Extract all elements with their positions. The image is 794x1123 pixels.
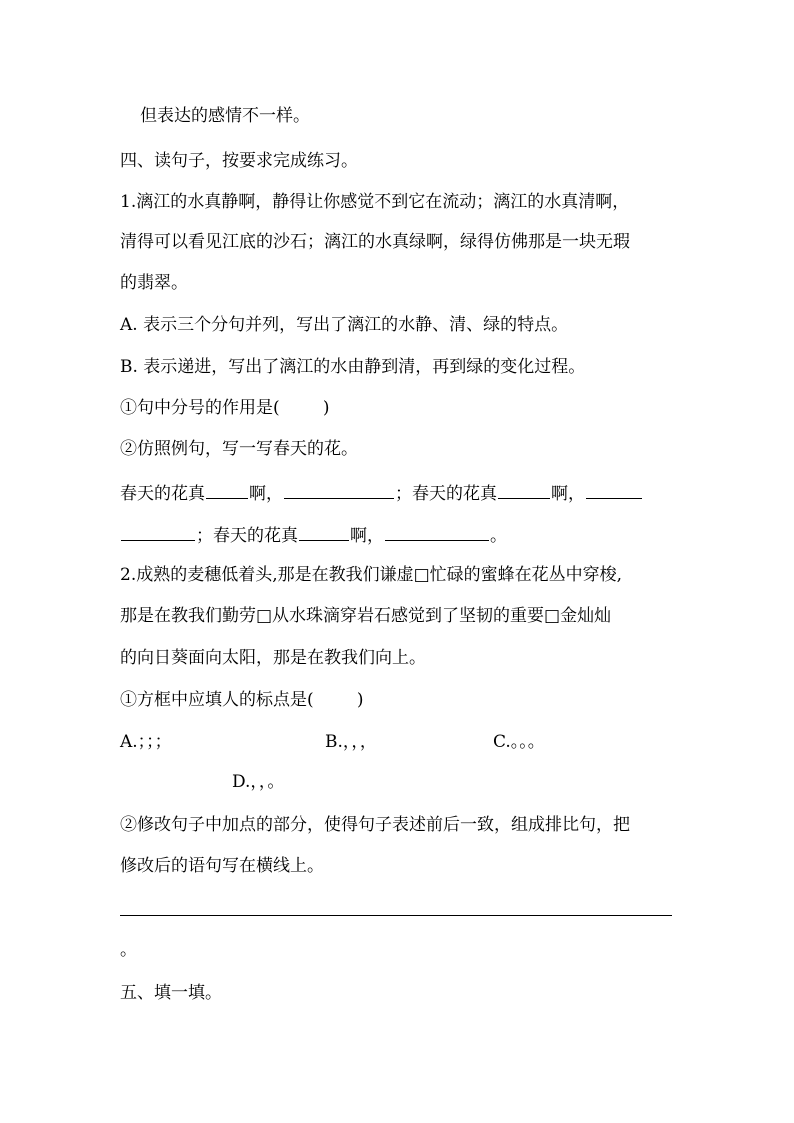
text-line: 但表达的感情不一样。: [140, 106, 310, 126]
text-line: 那是在教我们勤劳□从水珠滴穿岩石感觉到了坚韧的重要□金灿灿: [120, 606, 612, 626]
fill-line-2: [120, 522, 507, 548]
section-heading-4: 四、读句子，按要求完成练习。: [120, 151, 358, 171]
answer-blank[interactable]: [121, 522, 195, 541]
answer-blank[interactable]: [385, 522, 489, 541]
text: ；春天的花真: [196, 526, 298, 546]
text: 。: [490, 526, 507, 546]
choice-d[interactable]: D.，，。: [232, 772, 285, 792]
answer-blank[interactable]: [206, 480, 248, 499]
question-1: ①句中分号的作用是( ): [120, 398, 330, 418]
text-line: 的翡翠。: [120, 273, 188, 293]
text: 啊，: [551, 484, 585, 504]
answer-blank[interactable]: [284, 480, 394, 499]
option-b: B. 表示递进，写出了漓江的水由静到清，再到绿的变化过程。: [120, 357, 586, 377]
fill-line-1: [120, 480, 643, 506]
text: ；春天的花真: [395, 484, 497, 504]
answer-blank[interactable]: [498, 480, 550, 499]
question-2: ②仿照例句，写一写春天的花。: [120, 439, 358, 459]
choice-b[interactable]: B.，，，: [325, 732, 377, 752]
text-line: 1.漓江的水真静啊，静得让你感觉不到它在流动；漓江的水真清啊，: [120, 192, 630, 212]
text: 啊，: [249, 484, 283, 504]
text-line: 2.成熟的麦穗低着头,那是在教我们谦虚□忙碌的蜜蜂在花丛中穿梭,: [120, 565, 623, 585]
text: 春天的花真: [120, 484, 205, 504]
choice-a[interactable]: A.；；；: [120, 732, 172, 752]
option-a: A. 表示三个分句并列，写出了漓江的水静、清、绿的特点。: [120, 315, 569, 335]
text: 啊，: [350, 526, 384, 546]
text-line: 。: [120, 940, 137, 960]
section-heading-5: 五、填一填。: [120, 983, 222, 1003]
answer-blank[interactable]: [299, 522, 349, 541]
answer-blank[interactable]: [586, 480, 642, 499]
text-line: 修改后的语句写在横线上。: [120, 856, 324, 876]
question-1: ①方框中应填人的标点是( ): [120, 690, 364, 710]
question-2: ②修改句子中加点的部分，使得句子表述前后一致，组成排比句，把: [120, 815, 630, 835]
text-line: 清得可以看见江底的沙石；漓江的水真绿啊，绿得仿佛那是一块无瑕: [120, 232, 630, 252]
choice-c[interactable]: C.。。。: [493, 732, 545, 752]
answer-line[interactable]: [120, 915, 672, 916]
text-line: 的向日葵面向太阳，那是在教我们向上。: [120, 648, 426, 668]
